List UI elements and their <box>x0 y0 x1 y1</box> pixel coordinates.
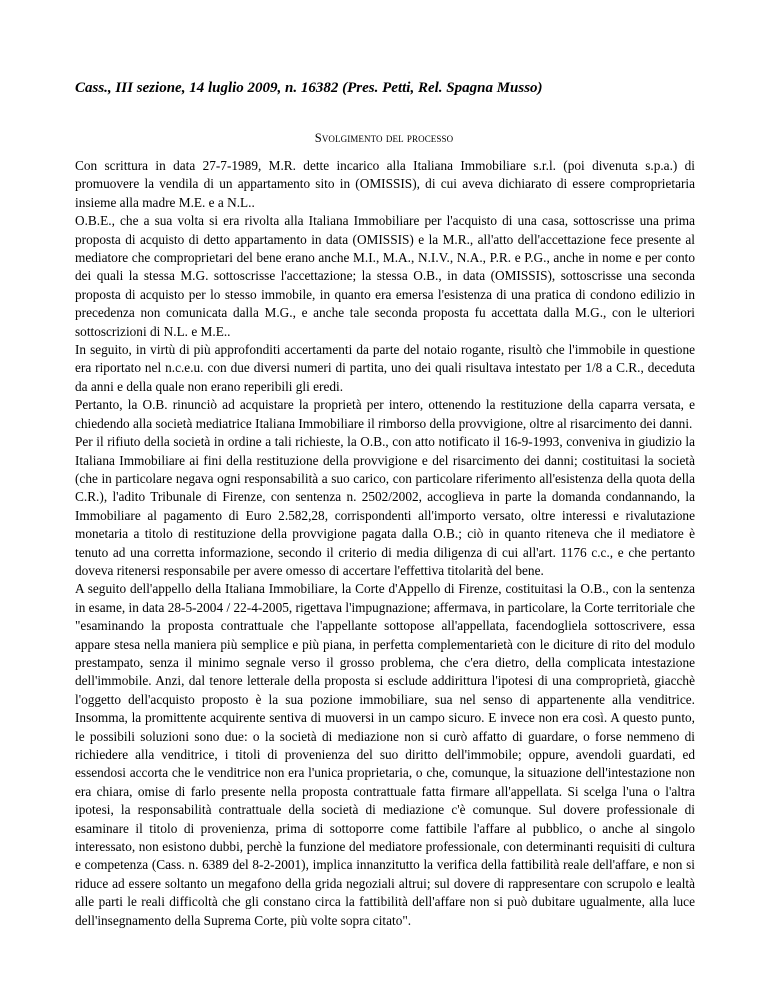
paragraph: A seguito dell'appello della Italiana Immobiliare, la Corte d'Appello di Firenze, costituitasi la O.B., con la sentenza in esame, in data 28-5-2004 / 22-4-2005, rigettava l'impugnazione; affermava, in particolare, la Corte territoriale che "esaminando la proposta contrattuale che l'appellante sottopose all'appellata, facendogliela sottoscrivere, essa appare stesa nella maniera più semplice e più piana, in perfetta complementarietà con le diciture di rito del modulo prestampato, senza il minimo segnale verso il grosso problema, che c'era dietro, della complicata intestazione dell'immobile. Anzi, dal tenore letterale della proposta si esclude addirittura l'ipotesi di una comproprietà, giacchè l'oggetto dell'acquisto proposto è la sua pozione immobiliare, sua nel senso di appartenente alla venditrice. Insomma, la promittente acquirente sentiva di muoversi in un campo sicuro. E invece non era così. A questo punto, le possibili soluzioni sono due: o la società di mediazione non si curò affatto di guardare, o forse nemmeno di richiedere alla venditrice, i titoli di provenienza del suo diritto dell'immobile; oppure, avendoli guardati, ed essendosi accorta che le venditrice non era l'unica proprietaria, o che, comunque, la situazione dell'intestazione non era chiara, omise di farlo presente nella proposta contrattuale fatta firmare all'appellata. Si scelga l'una o l'altra ipotesi, la responsabilità contrattuale della società di mediazione c'è comunque. Sul dovere professionale di esaminare il titolo di provenienza, prima di sottoporre come fattibile l'affare al pubblico, o anche al singolo interessato, non esistono dubbi, perchè la funzione del mediatore professionale, con determinanti requisiti di cultura e competenza (Cass. n. 6389 del 8-2-2001), implica innanzitutto la verifica della fattibilità reale dell'affare, e non si riduce ad essere soltanto un megafono della grida negoziali altrui; sul dovere di rappresentare con scrupolo e lealtà alle parti le reali difficoltà che gli constano circa la fattibilità dell'affare non si può dubitare ugualmente, alla luce dell'insegnamento della Suprema Corte, più volte sopra citato". <box>75 581 695 928</box>
document-body <box>75 157 695 930</box>
paragraph: Pertanto, la O.B. rinunciò ad acquistare la proprietà per intero, ottenendo la restituzione della caparra versata, e chiedendo alla società mediatrice Italiana Immobiliare il rimborso della provvigione, oltre al risarcimento dei danni. <box>75 397 695 431</box>
paragraph: O.B.E., che a sua volta si era rivolta alla Italiana Immobiliare per l'acquisto di una casa, sottoscrisse una prima proposta di acquisto di detto appartamento in data (OMISSIS) e la M.R., all'atto dell'accettazione fece presente al mediatore che comproprietari del bene erano anche M.I., M.A., N.I.V., N.A., P.R. e P.G., anche in nome e per conto dei quali la stessa M.G. sottoscrisse l'accettazione; la stessa O.B., in data (OMISSIS), sottoscrisse una seconda proposta di acquisto per lo stesso immobile, in quanto era emersa l'esistenza di una pratica di condono edilizio in precedenza non comunicata dalla M.G., e anche tale seconda proposta fu accettata dalla M.G., con le ulteriori sottoscrizioni di N.L. e M.E.. <box>75 213 695 339</box>
case-citation: Cass., III sezione, 14 luglio 2009, n. 16382 (Pres. Petti, Rel. Spagna Musso) <box>75 80 543 96</box>
paragraph: In seguito, in virtù di più approfonditi accertamenti da parte del notaio rogante, risultò che l'immobile in questione era riportato nel n.c.e.u. con due diversi numeri di partita, uno dei quali risultava intestato per 1/8 a C.R., deceduta da anni e della quale non erano reperibili gli eredi. <box>75 342 695 394</box>
paragraph: Con scrittura in data 27-7-1989, M.R. dette incarico alla Italiana Immobiliare s.r.l. (poi divenuta s.p.a.) di promuovere la vendila di un appartamento sito in (OMISSIS), di cui aveva dichiarato di essere comproprietaria insieme alla madre M.E. e a N.L.. <box>75 158 695 210</box>
section-heading: Svolgimento del processo <box>314 131 454 145</box>
paragraph: Per il rifiuto della società in ordine a tali richieste, la O.B., con atto notificato il 16-9-1993, conveniva in giudizio la Italiana Immobiliare ai fini della restituzione della provvigione e del risarcimento dei danni; costituitasi la società (che in particolare negava ogni responsabilità a suo carico, con particolare riferimento all'esistenza della quota della C.R.), l'adito Tribunale di Firenze, con sentenza n. 2502/2002, accoglieva in parte la domanda condannando, la Immobiliare al pagamento di Euro 2.582,28, corrispondenti all'importo versato, oltre interessi e rivalutazione monetaria a titolo di restituzione della provvigione pagata dalla O.B.; ciò in quanto riteneva che il mediatore è tenuto ad una corretta informazione, secondo il criterio di media diligenza di cui all'art. 1176 c.c., e che pertanto doveva ritenersi responsabile per avere omesso di accertare l'effettiva titolarità del bene. <box>75 434 695 578</box>
